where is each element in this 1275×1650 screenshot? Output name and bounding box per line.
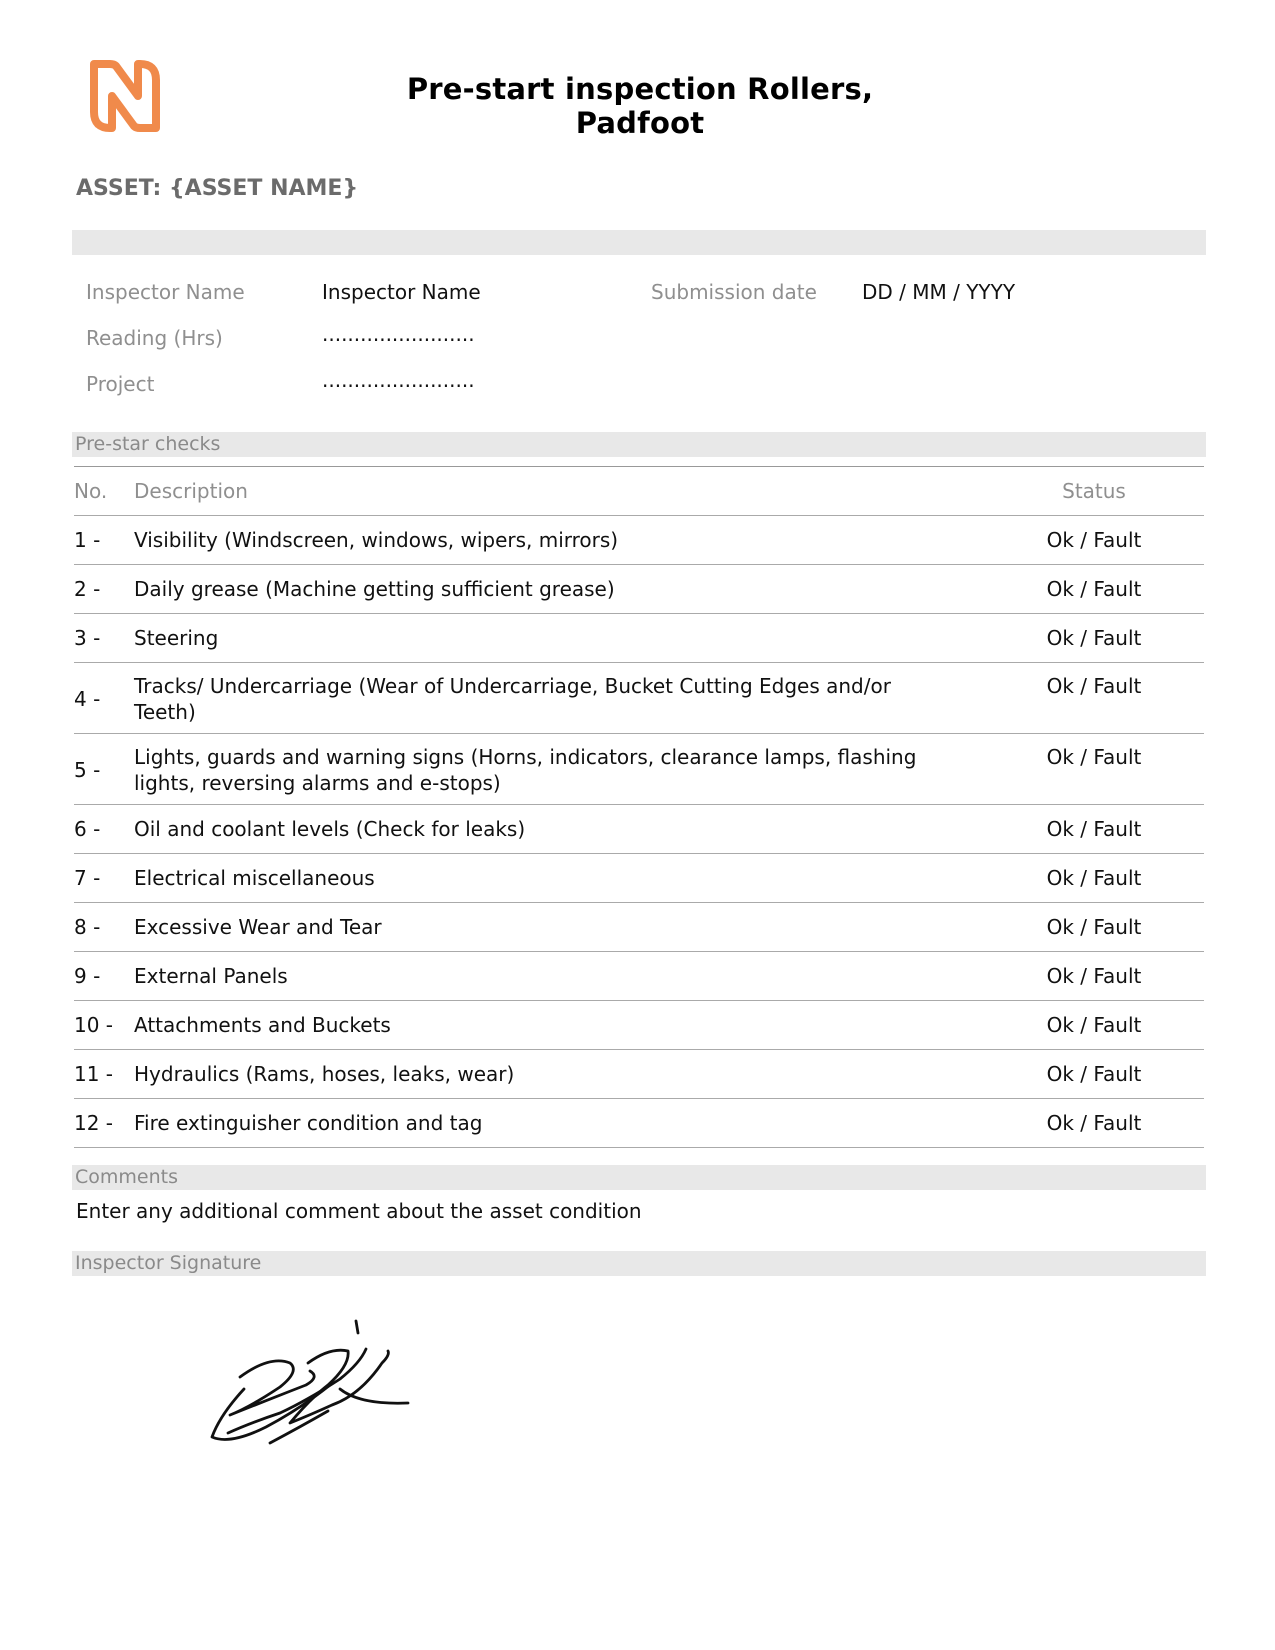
row-number: 12 - [74,1111,114,1135]
column-header-description: Description [134,479,248,503]
inspector-name-label: Inspector Name [86,280,245,304]
table-row [74,565,1204,614]
reading-hrs-label: Reading (Hrs) [86,326,223,350]
table-row [74,734,1204,805]
comment-text[interactable]: Enter any additional comment about the asset condition [76,1199,642,1223]
row-description: Excessive Wear and Tear [134,915,382,939]
table-row [74,516,1204,565]
row-status[interactable]: Ok / Fault [1046,866,1142,890]
row-description: Attachments and Buckets [134,1013,391,1037]
table-row [74,1099,1204,1148]
project-label: Project [86,372,155,396]
row-status[interactable]: Ok / Fault [1046,964,1142,988]
table-row [74,1001,1204,1050]
row-description: Oil and coolant levels (Check for leaks) [134,817,526,841]
row-number: 2 - [74,577,101,601]
row-number: 5 - [74,758,101,782]
handwritten-signature [210,1315,410,1460]
document-title: Pre-start inspection Rollers, Padfoot [406,72,874,140]
row-number: 7 - [74,866,101,890]
row-status[interactable]: Ok / Fault [1046,1062,1142,1086]
row-number: 3 - [74,626,101,650]
n-logo-icon [90,60,160,132]
row-description: Fire extinguisher condition and tag [134,1111,483,1135]
row-number: 9 - [74,964,101,988]
row-description: Daily grease (Machine getting sufficient grease) [134,577,615,601]
row-status[interactable]: Ok / Fault [1046,577,1142,601]
table-row [74,854,1204,903]
row-status[interactable]: Ok / Fault [1046,528,1142,552]
table-row [74,805,1204,854]
row-status[interactable]: Ok / Fault [1046,1013,1142,1037]
inspector-name-value[interactable]: Inspector Name [322,280,481,304]
reading-hrs-value[interactable]: ........................ [322,322,475,346]
row-description: Steering [134,626,219,650]
row-number: 11 - [74,1062,114,1086]
row-description: Electrical miscellaneous [134,866,375,890]
asset-title: ASSET: {ASSET NAME} [76,176,359,201]
row-description: Tracks/ Undercarriage (Wear of Undercarriage, Bucket Cutting Edges and/or Teeth) [134,674,891,724]
row-description: Lights, guards and warning signs (Horns, indicators, clearance lamps, flashing lights, reversing alarms and e-stops) [134,745,917,795]
header-divider-bar [72,230,1206,255]
row-status[interactable]: Ok / Fault [1046,1111,1142,1135]
submission-date-label: Submission date [651,280,817,304]
submission-date-value[interactable]: DD / MM / YYYY [862,280,1016,304]
row-status[interactable]: Ok / Fault [1046,745,1142,769]
table-row [74,614,1204,663]
table-header-row [74,467,1204,516]
column-header-status: Status [1062,479,1126,503]
column-header-no: No. [74,479,108,503]
row-description: Hydraulics (Rams, hoses, leaks, wear) [134,1062,515,1086]
row-number: 10 - [74,1013,114,1037]
row-description: External Panels [134,964,288,988]
table-row [74,663,1204,734]
table-row [74,1050,1204,1099]
checks-table [74,466,1204,1148]
row-number: 1 - [74,528,101,552]
signature-section-label: Inspector Signature [72,1251,1206,1276]
row-status[interactable]: Ok / Fault [1046,626,1142,650]
row-description: Visibility (Windscreen, windows, wipers, mirrors) [134,528,619,552]
row-status[interactable]: Ok / Fault [1046,915,1142,939]
row-number: 6 - [74,817,101,841]
row-number: 4 - [74,687,101,711]
table-row [74,903,1204,952]
row-number: 8 - [74,915,101,939]
row-status[interactable]: Ok / Fault [1046,817,1142,841]
table-row [74,952,1204,1001]
row-status[interactable]: Ok / Fault [1046,674,1142,698]
pre-start-checks-section-label: Pre-star checks [72,432,1206,457]
comments-section-label: Comments [72,1165,1206,1190]
project-value[interactable]: ........................ [322,368,475,392]
